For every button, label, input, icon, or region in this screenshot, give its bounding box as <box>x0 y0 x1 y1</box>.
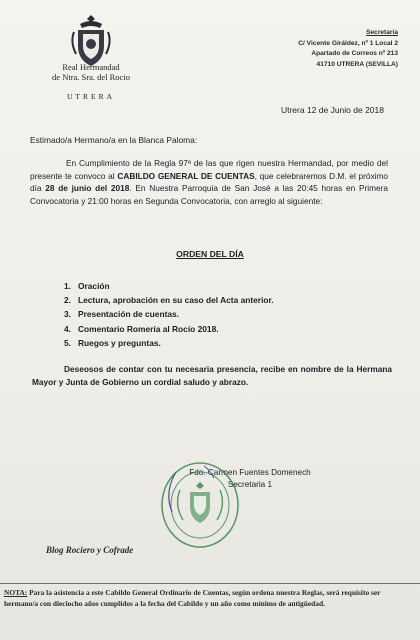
body-part-3: . En Nuestra Parroquia de San José a las 20:45 horas en Primera Convocatoria y 21:00 horas en Segunda Convocatoria, con arreglo al siguiente: <box>30 183 388 206</box>
signer-role: Secretaria 1 <box>227 480 273 489</box>
sender-address-line-2: Apartado de Correos nº 213 <box>311 50 398 57</box>
note-label: NOTA: <box>4 588 28 597</box>
agenda-item: 2. Lectura, aprobación en su caso del Acta anterior. <box>64 295 274 306</box>
note-text: Para la asistencia a este Cabildo General Ordinario de Cuentas, según ordena nuestra Reglas, será requisito ser hermano/a con dieciocho años cumplidos a la fecha del Cabildo y un año como mínimo de antigüedad. <box>4 588 381 608</box>
agenda-list <box>64 279 274 350</box>
sender-address-line-1: C/ Vicente Giráldez, nº 1 Local 2 <box>298 39 398 47</box>
sender-address-block <box>228 28 398 70</box>
meeting-date: 28 de junio del 2018 <box>45 183 130 194</box>
sender-title: Secretaría <box>366 29 398 36</box>
agenda-item: 4. Comentario Romería al Rocío 2018. <box>64 323 219 334</box>
greeting: Estimado/a Hermano/a en la Blanca Paloma: <box>30 135 198 145</box>
note-divider <box>0 583 420 584</box>
footer-note <box>4 588 416 609</box>
agenda-item: 5. Ruegos y preguntas. <box>64 337 161 348</box>
signer-name: Fdo. Carmen Fuentes Domenech <box>189 468 311 477</box>
agenda-item: 3. Presentación de cuentas. <box>64 309 180 320</box>
brand-city: UTRERA <box>67 92 115 101</box>
brand-line-2: de Ntra. Sra. del Rocio <box>52 72 130 82</box>
brand-line-1: Real Hermandad <box>62 62 120 72</box>
cabildo-name: CABILDO GENERAL DE CUENTAS <box>117 170 255 181</box>
brotherhood-name <box>18 62 164 102</box>
agenda-title: ORDEN DEL DÍA <box>176 249 244 259</box>
body-part-2: , que celebraremos D.M. el próximo día <box>30 170 388 194</box>
convocation-paragraph <box>30 157 388 207</box>
sender-address-line-3: 41710 UTRERA (SEVILLA) <box>316 60 398 68</box>
agenda-item: 1. Oración <box>64 281 110 291</box>
closing-paragraph: Deseosos de contar con tu necesaria presencia, recibe en nombre de la Hermana Mayor y Junta de Gobierno un cordial saludo y abrazo. <box>32 364 392 387</box>
letter-date: Utrera 12 de Junio de 2018 <box>280 105 384 115</box>
official-seal-icon <box>158 460 242 550</box>
blog-credit: Blog Rociero y Cofrade <box>46 545 134 555</box>
body-part-1: En Cumplimiento de la Regla 97ª de las que rigen nuestra Hermandad, por medio del presente te convoco al <box>30 158 388 181</box>
